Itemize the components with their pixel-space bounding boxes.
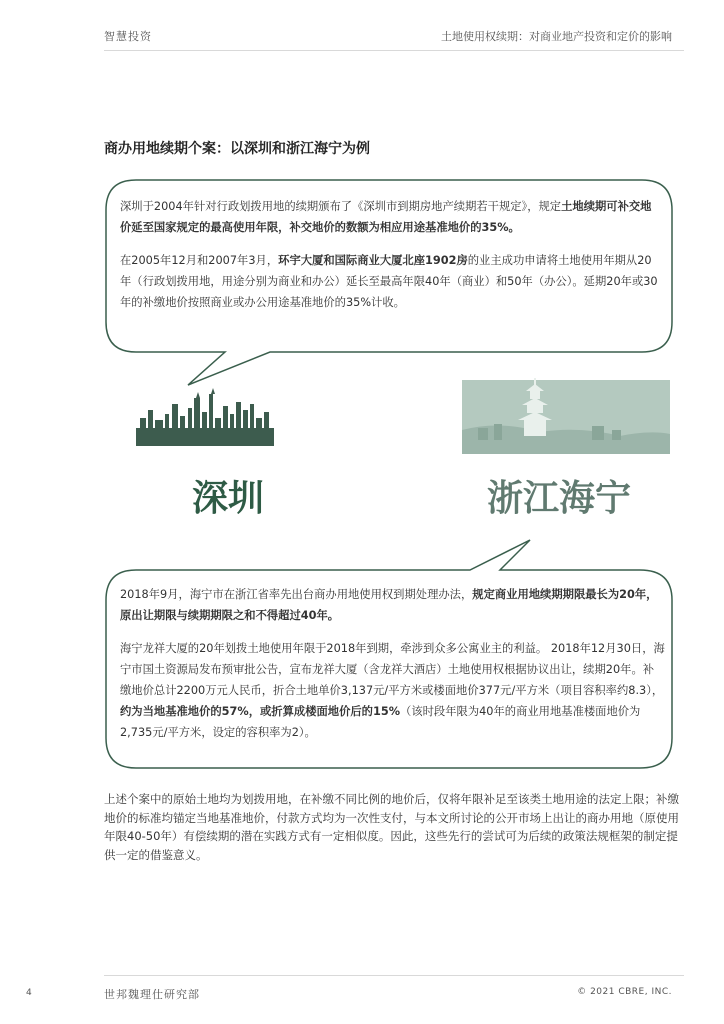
shenzhen-p1-highlight: 土地续期可补交地价延至国家规定的最高使用年限，补交地价的数额为相应用途基准地价的35%。 (120, 200, 652, 234)
header-report-title: 土地使用权续期：对商业地产投资和定价的影响 (441, 30, 672, 43)
haining-paragraph-1 (120, 584, 665, 626)
shenzhen-paragraph-1 (120, 196, 660, 238)
shenzhen-p1-text: 深圳于2004年针对行政划拨用地的续期颁布了《深圳市到期房地产续期若干规定》，规定 (120, 200, 562, 213)
haining-p2-text-b: （该时段年限为40年的商业用地基准楼面地价为2,735元/平方米，设定的容积率为2）。 (120, 705, 641, 739)
footer-divider (104, 975, 684, 976)
shenzhen-p2-text-b: 的业主成功申请将土地使用年期从20年（行政划拨用地，用途分别为商业和办公）延长至最高年限40年（商业）和50年（办公）。延期20年或30年的补缴地价按照商业或办公用途基准地价的35%计收。 (120, 254, 658, 309)
closing-paragraph: 上述个案中的原始土地均为划拨用地，在补缴不同比例的地价后，仅将年限补足至该类土地用途的法定上限；补缴地价的标准均锚定当地基准地价，付款方式均为一次性支付，与本文所讨论的公开市场上出让的商办用地（原使用年限40-50年）有偿续期的潜在实践方式有一定相似度。因此，这些先行的尝试可为后续的政策法规框架的制定提供一定的借鉴意义。 (104, 792, 679, 862)
shenzhen-case-text (120, 196, 660, 325)
haining-p1-text: 2018年9月，海宁市在浙江省率先出台商办用地使用权到期处理办法， (120, 588, 473, 601)
shenzhen-p2-highlight: 环宇大厦和国际商业大厦北座1902房 (278, 254, 468, 267)
footer-copyright: © 2021 CBRE, INC. (577, 987, 672, 997)
shenzhen-p2-text-a: 在2005年12月和2007年3月， (120, 254, 279, 267)
footer-department: 世邦魏理仕研究部 (104, 988, 200, 1001)
haining-p2-highlight: 约为当地基准地价的57%，或折算成楼面地价后的15% (120, 705, 401, 718)
haining-paragraph-2 (120, 638, 665, 743)
shenzhen-paragraph-2 (120, 250, 660, 313)
haining-p2-text-a: 海宁龙祥大厦的20年划拨土地使用年限于2018年到期，牵涉到众多公寓业主的利益。 2018年12月30日，海宁市国土资源局发布预审批公告，宣布龙祥大厦（含龙祥大酒店）土地使用权根据协议出让，续期20年。补缴地价总计2200万元人民币，折合土地单价3,137元/平方米或楼面地价377元/平方米（项目容积率约8.3）， (120, 642, 665, 697)
shenzhen-skyline-illustration (136, 388, 274, 446)
haining-case-text (120, 584, 665, 755)
haining-city-label: 浙江海宁 (487, 477, 632, 519)
haining-p1-highlight: 规定商业用地续期期限最长为20年，原出让期限与续期期限之和不得超过40年。 (120, 588, 658, 622)
haining-pagoda-illustration (462, 378, 670, 454)
page-number: 4 (26, 988, 32, 998)
shenzhen-city-label: 深圳 (192, 477, 265, 519)
section-title: 商办用地续期个案：以深圳和浙江海宁为例 (104, 141, 370, 157)
header-brand: 智慧投资 (104, 30, 152, 43)
